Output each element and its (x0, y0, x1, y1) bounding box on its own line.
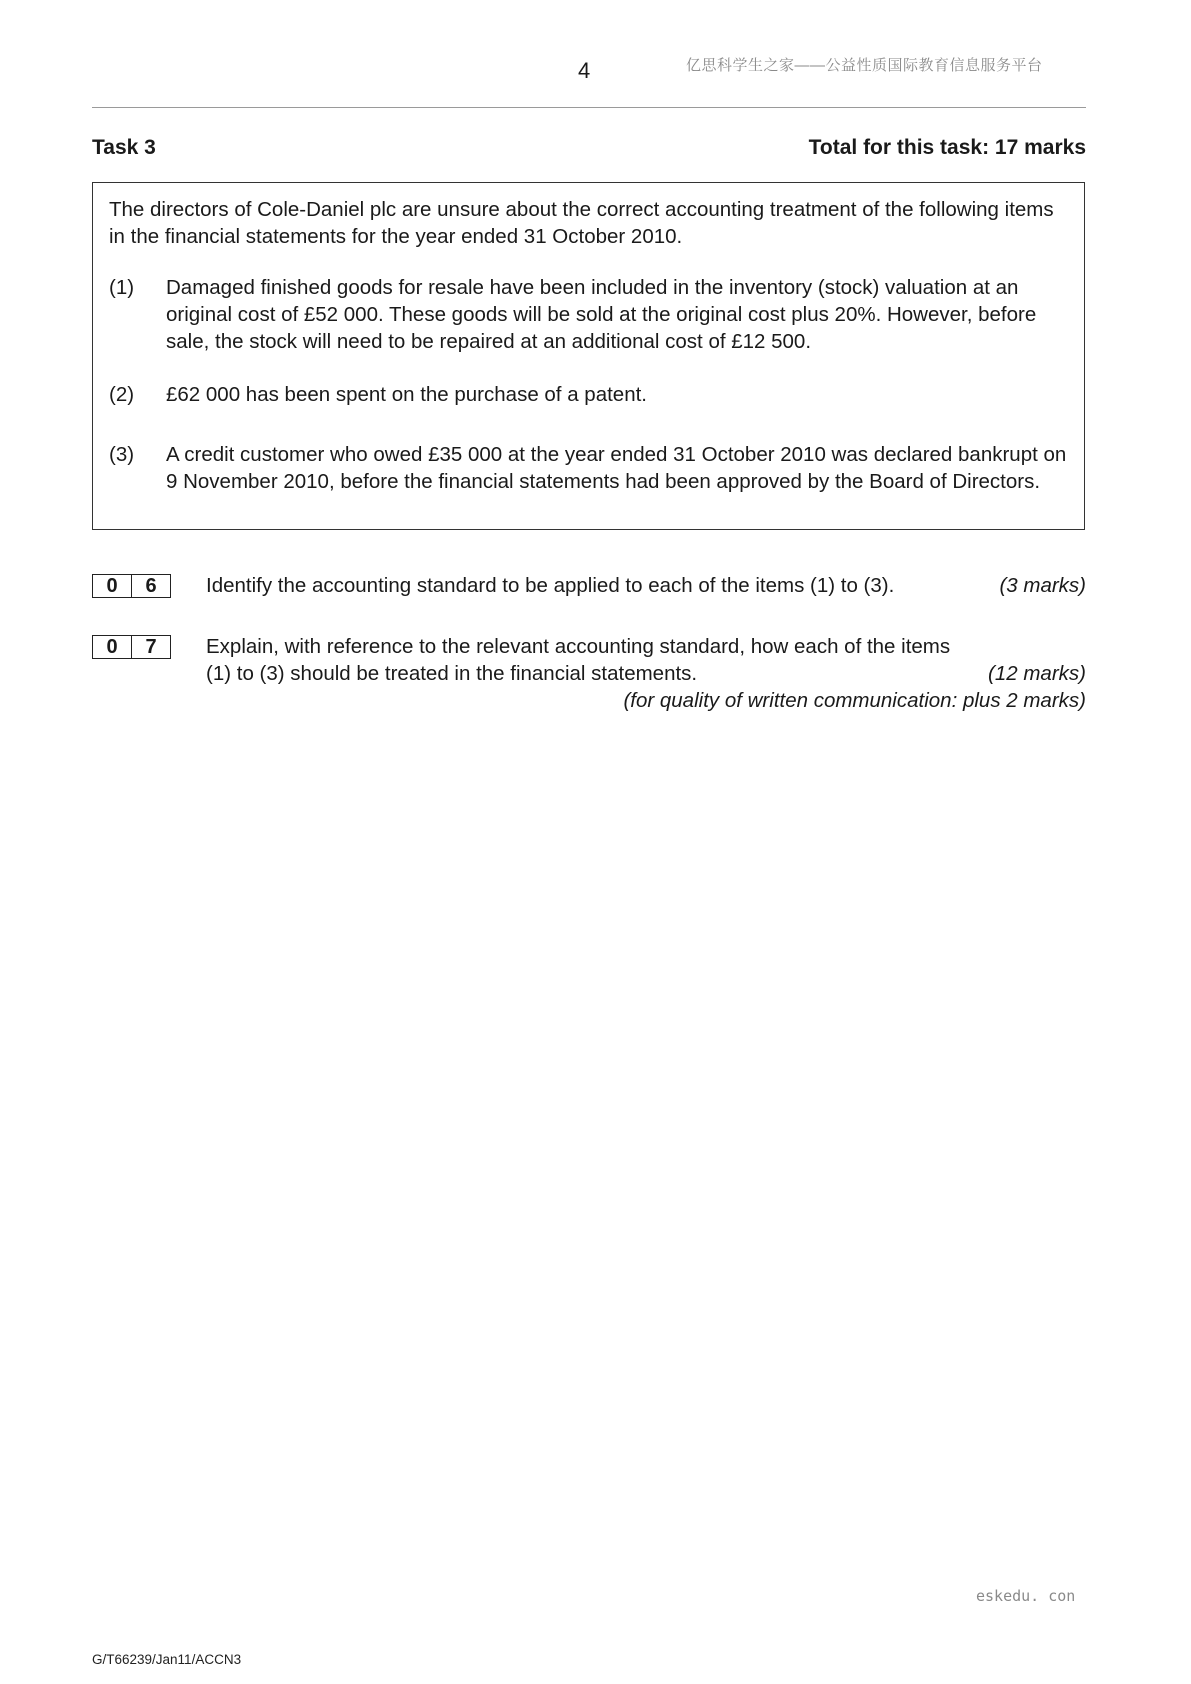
task-total-marks: Total for this task: 17 marks (808, 136, 1086, 159)
item-number-3: (3) (109, 443, 135, 466)
header-divider (92, 107, 1086, 108)
item-text-1: Damaged finished goods for resale have been included in the inventory (stock) valuation at an original cost of £52 000. These goods will be sold at the original cost plus 20%. However, before sale, the stock will need to be repaired at an additional cost of £12 500. (166, 276, 1037, 353)
paper-code: G/T66239/Jan11/ACCN3 (92, 1652, 242, 1667)
question-number-07 (92, 635, 171, 659)
page-number: 4 (578, 58, 591, 83)
question-digit: 7 (131, 636, 170, 658)
question-digit: 0 (106, 575, 118, 597)
item-number-2: (2) (109, 383, 135, 406)
question-07-line-2: (1) to (3) should be treated in the financial statements. (206, 662, 698, 685)
question-06-text: Identify the accounting standard to be applied to each of the items (1) to (3). (206, 574, 895, 597)
question-number-06 (92, 574, 171, 598)
question-digit: 0 (106, 636, 118, 658)
item-number-1: (1) (109, 276, 135, 299)
scenario-intro: The directors of Cole-Daniel plc are unsure about the correct accounting treatment of the following items in the financial statements for the year ended 31 October 2010. (109, 198, 1054, 248)
item-text-2: £62 000 has been spent on the purchase of a patent. (166, 383, 647, 406)
footer-watermark: eskedu. con (976, 1587, 1076, 1605)
item-text-3: A credit customer who owed £35 000 at the year ended 31 October 2010 was declared bankrupt on 9 November 2010, before the financial statements had been approved by the Board of Directors. (166, 443, 1067, 493)
question-07-line-1: Explain, with reference to the relevant accounting standard, how each of the items (206, 635, 951, 658)
question-digit: 6 (131, 575, 170, 597)
question-07-marks: (12 marks) (988, 662, 1086, 685)
question-06-marks: (3 marks) (999, 574, 1086, 597)
task-title: Task 3 (92, 136, 156, 159)
question-07-qwc-marks: (for quality of written communication: plus 2 marks) (623, 689, 1086, 712)
header-watermark: 亿思科学生之家——公益性质国际教育信息服务平台 (686, 57, 1043, 74)
